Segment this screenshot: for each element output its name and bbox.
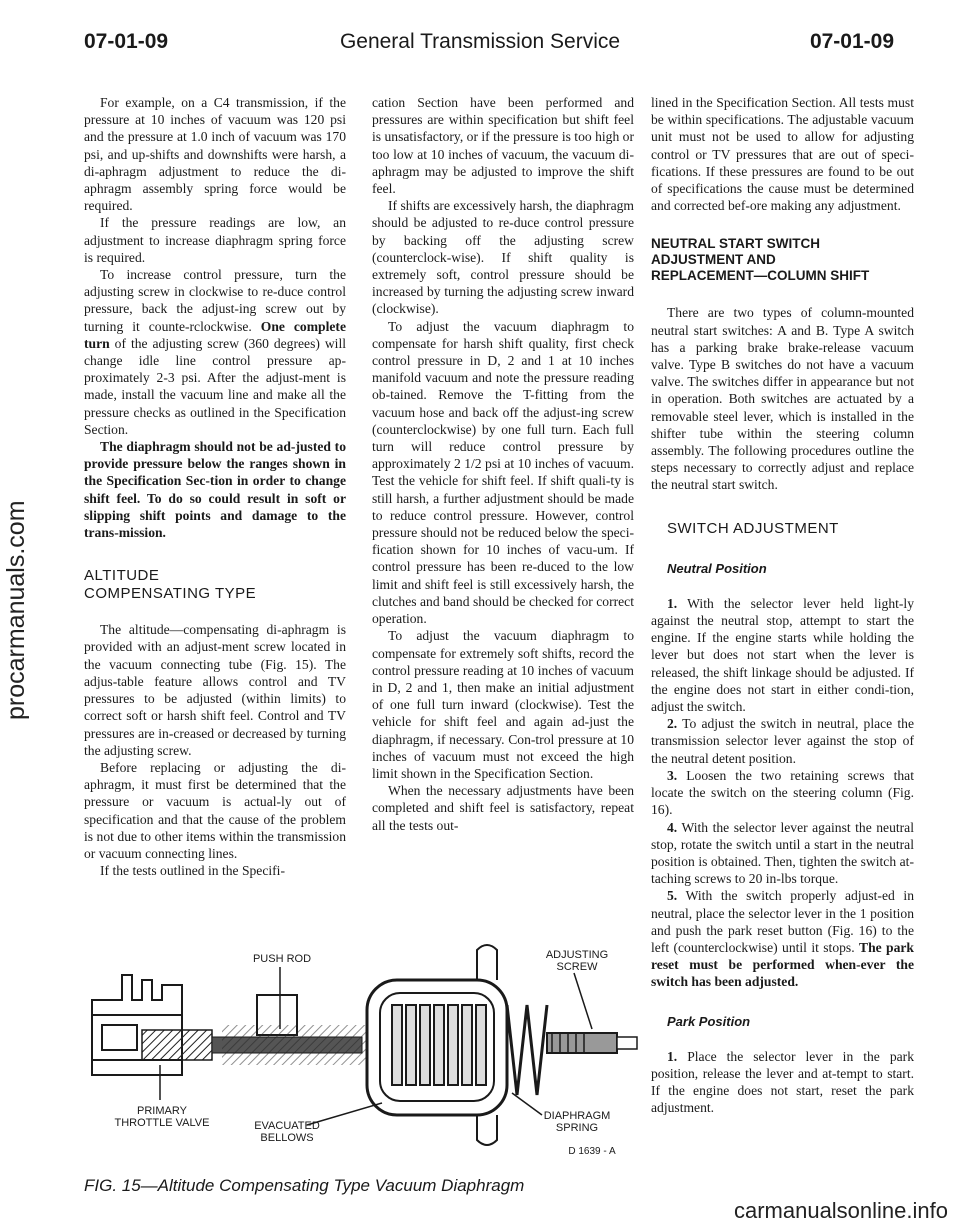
label-adjusting-screw: ADJUSTING SCREW (545, 949, 609, 973)
figure-caption: FIG. 15—Altitude Compensating Type Vacuum Diaphragm (84, 1176, 525, 1195)
section-heading-altitude: ALTITUDE COMPENSATING TYPE (84, 567, 257, 603)
paragraph: To increase control pressure, turn the adjusting screw in clockwise to re-duce control pressure, back the adjust-ing screw out by turning it counte-rclockwise. One complete turn of the adjusting screw (360 degrees) will change idle line control pressure ap-proximately 2-3 psi. After the adjust-ment is made, install the vacuum line and make all the pressure checks as outlined in the Specification Section. (84, 267, 346, 437)
evacuated-bellows (392, 1005, 486, 1085)
label-push-rod: PUSH ROD (252, 953, 312, 965)
figure-code: D 1639 - A (568, 1146, 616, 1157)
paragraph: There are two types of column-mounted neutral start switches: A and B. Type A switch has a parking brake brake-release vacuum valve. Type B switches do not have a vacuum valve. The switches differ in appearance but not in operation. Both switches are actuated by a removable steel lever, which is installed in the shifter tube within the steering column assembly. The following procedures outline the steps necessary to correctly adjust and replace the neutral start switch. (651, 305, 914, 493)
paragraph: To adjust the vacuum diaphragm to compensate for extremely soft shifts, record the control pressure reading at 10 inches of vacuum in D, 2 and 1, then make an initial adjustment of one full turn inward (clockwise). Test the vehicle for shift feel and again ad-just the diaphragm, if necessary. Con-trol pressure at 10 inches of vacuum must not exceed the high limit shown in the Specification Section. (372, 628, 634, 781)
figure-15 (82, 925, 642, 1165)
step: 2. To adjust the switch in neutral, place the transmission selector lever against the stop of the neutral detent position. (651, 716, 914, 766)
paragraph: For example, on a C4 transmission, if the pressure at 10 inches of vacuum was 120 psi and the pressure at 1.0 inch of vacuum was 170 psi, and up-shifts and downshifts were harsh, a di-aphragm adjustment to reduce the di-aphragm assembly spring force would be required. (84, 95, 346, 214)
primary-throttle-valve (142, 1030, 212, 1060)
label-evacuated-bellows: EVACUATED BELLOWS (254, 1120, 320, 1144)
paragraph: cation Section have been performed and pressures are within specification but shift feel is unsatisfactory, or if the pressure is too high or too low at 10 inches of vacuum, the vacuum di-aphragm may be adjusted to improve the shift feel. (372, 95, 634, 197)
label-primary-throttle-valve: PRIMARY THROTTLE VALVE (114, 1105, 210, 1129)
side-watermark: procarmanuals.com (2, 500, 30, 720)
warning-paragraph: The diaphragm should not be ad-justed to provide pressure below the ranges shown in the Specification Sec-tion in order to change shift feel. To do so could result in soft or slipping shift points and damage to the trans-mission. (84, 439, 346, 541)
paragraph: If the pressure readings are low, an adjustment to increase diaphragm spring force is required. (84, 215, 346, 265)
paragraph: If shifts are excessively harsh, the diaphragm should be adjusted to re-duce control pressure by backing off the adjusting screw (counterclock-wise). If shift quality is extremely soft, control pressure should be increased by turning the adjusting screw inward (clockwise). (372, 198, 634, 317)
subheading-neutral-position: Neutral Position (667, 560, 767, 576)
paragraph: Before replacing or adjusting the di-aphragm, it must first be determined that the pressure or vacuum is actual-ly out of specification and that the cause of the problem is not due to other items within the transmission or vacuum connecting lines. (84, 759, 346, 861)
paragraph: When the necessary adjustments have been completed and shift feel is satisfactory, repeat all the tests out- (372, 783, 634, 833)
step: 3. Loosen the two retaining screws that locate the switch on the steering column (Fig. 16). (651, 767, 914, 818)
paragraph: To adjust the vacuum diaphragm to compensate for harsh shift quality, first check control pressure in D, 2 and 1 at 10 inches manifold vacuum and note the pressure reading ob-tained. Remove the T-fitting from the vacuum hose and back off the adjust-ing screw (counterclockwise) by one full turn. Each full turn will reduce control pressure by approximately 2 1/2 psi at 10 inches of vacuum. Test the vehicle for shift feel. If shift quali-ty is still harsh, a further adjustment should be made to reduce control pressure. However, control pressure should not be reduced below the speci-fication shown for 10 inches of vacu-um. If control pressure has been re-duced to the low limit and shift feel is still excessively harsh, the clutches and band should be checked for correct operation. (372, 318, 634, 627)
step: 5. With the switch properly adjust-ed in neutral, place the selector lever in the 1 position and push the park reset button (Fig. 16) to the left (counterclockwise) until it stops. The park reset must be performed when-ever the switch has been adjusted. (651, 888, 915, 990)
section-heading-neutral-start: NEUTRAL START SWITCH ADJUSTMENT AND REPLACEMENT—COLUMN SHIFT (651, 236, 870, 284)
adjusting-screw (547, 1033, 637, 1053)
step: 4. With the selector lever against the neutral stop, rotate the switch until a start in the neutral position is obtained. Then, tighten the switch at-taching screws to 20 in-lbs torque. (651, 819, 914, 887)
paragraph: The altitude—compensating di-aphragm is provided with an adjust-ment screw located in the vacuum connecting tube (Fig. 15). The adjus-table feature allows control and TV pressures to be adjusted (within limits) to correct soft or harsh shift feel. Control and TV pressures are in-creased or decreased by turning the adjusting screw. (84, 622, 346, 758)
section-heading-switch-adjustment: SWITCH ADJUSTMENT (667, 519, 839, 537)
page-title: General Transmission Service (339, 30, 621, 53)
column-2 (372, 94, 634, 834)
page-number-left: 07-01-09 (84, 30, 169, 53)
step: 1. Place the selector lever in the park position, release the lever and at-tempt to start. If the engine does not start, reset the park adjustment. (651, 1048, 914, 1116)
step: 1. With the selector lever held light-ly against the neutral stop, attempt to start the engine. If the engine starts while holding the lever but does not start when the lever is released, the shift linkage should be adjusted. If the engine does not start in either condi-tion, adjust the switch. (651, 595, 915, 715)
diaphragm-spring (507, 1005, 547, 1095)
column-3 (651, 94, 914, 1117)
page-number-right: 07-01-09 (809, 30, 894, 53)
paragraph: If the tests outlined in the Specifi- (100, 863, 285, 879)
label-diaphragm-spring: DIAPHRAGM SPRING (543, 1110, 611, 1134)
footer-watermark: carmanualsonline.info (733, 1198, 948, 1223)
paragraph: lined in the Specification Section. All tests must be within specifications. The adjustable vacuum unit must not be used to allow for adjusting control or TV pressures that are out of speci-fications. If these pressures are found to be out of specifications the cause must be determined and corrected bef-ore making any adjustment. (651, 95, 914, 214)
column-1 (84, 94, 346, 879)
subheading-park-position: Park Position (667, 1013, 751, 1029)
